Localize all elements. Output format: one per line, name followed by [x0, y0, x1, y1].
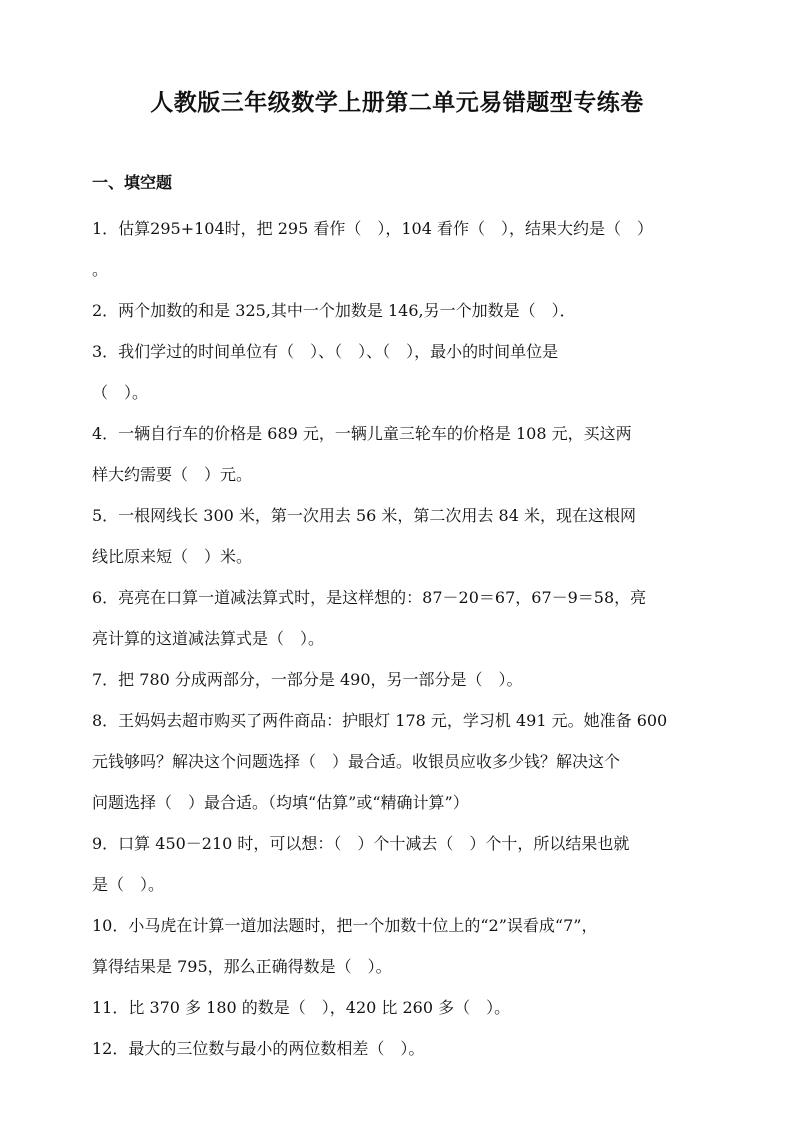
question-line: 1．估算295+104时，把 295 看作（ ），104 看作（ ），结果大约是（ ）: [92, 219, 654, 238]
question-line: 是（ ）。: [92, 875, 165, 894]
section-heading: 一、填空题: [92, 173, 173, 192]
question-line: 2．两个加数的和是 325,其中一个加数是 146,另一个加数是（ ）．: [92, 301, 576, 320]
question-item: [92, 987, 712, 1028]
question-line: 8．王妈妈去超市购买了两件商品：护眼灯 178 元，学习机 491 元。她准备 600: [92, 711, 668, 730]
question-item: [92, 495, 712, 577]
question-item: [92, 1028, 712, 1069]
question-line: 12．最大的三位数与最小的两位数相差（ ）。: [92, 1039, 425, 1058]
question-item: [92, 823, 712, 905]
question-line: 亮计算的这道减法算式是（ ）。: [92, 629, 325, 648]
question-list: [92, 208, 712, 1069]
question-item: [92, 905, 712, 987]
question-line: 5．一根网线长 300 米，第一次用去 56 米，第二次用去 84 米，现在这根网: [92, 506, 636, 525]
question-line: 3．我们学过的时间单位有（ ）、（ ）、（ ），最小的时间单位是: [92, 342, 559, 361]
question-item: [92, 577, 712, 659]
question-line: 线比原来短（ ）米。: [92, 547, 253, 566]
page-title: 人教版三年级数学上册第二单元易错题型专练卷: [150, 89, 644, 116]
question-item: [92, 700, 712, 823]
question-line: 10．小马虎在计算一道加法题时，把一个加数十位上的“2”误看成“7”，: [92, 916, 598, 935]
question-line: 11．比 370 多 180 的数是（ ），420 比 260 多（ ）。: [92, 998, 511, 1017]
question-line: 问题选择（ ）最合适。（均填“估算”或“精确计算”）: [92, 793, 469, 812]
question-item: [92, 331, 712, 413]
question-line: （ ）。: [92, 383, 149, 402]
question-item: [92, 413, 712, 495]
question-line: 元钱够吗？解决这个问题选择（ ）最合适。收银员应收多少钱？解决这个: [92, 752, 621, 771]
question-line: 9．口算 450－210 时，可以想：（ ）个十减去（ ）个十，所以结果也就: [92, 834, 630, 853]
question-item: [92, 290, 712, 331]
question-line: 。: [92, 260, 109, 279]
question-line: 6．亮亮在口算一道减法算式时，是这样想的：87－20＝67，67－9＝58，亮: [92, 588, 647, 607]
question-line: 7．把 780 分成两部分，一部分是 490，另一部分是（ ）。: [92, 670, 523, 689]
question-line: 4．一辆自行车的价格是 689 元，一辆儿童三轮车的价格是 108 元，买这两: [92, 424, 632, 443]
question-line: 样大约需要（ ）元。: [92, 465, 253, 484]
question-item: [92, 208, 712, 290]
question-line: 算得结果是 795，那么正确得数是（ ）。: [92, 957, 392, 976]
question-item: [92, 659, 712, 700]
